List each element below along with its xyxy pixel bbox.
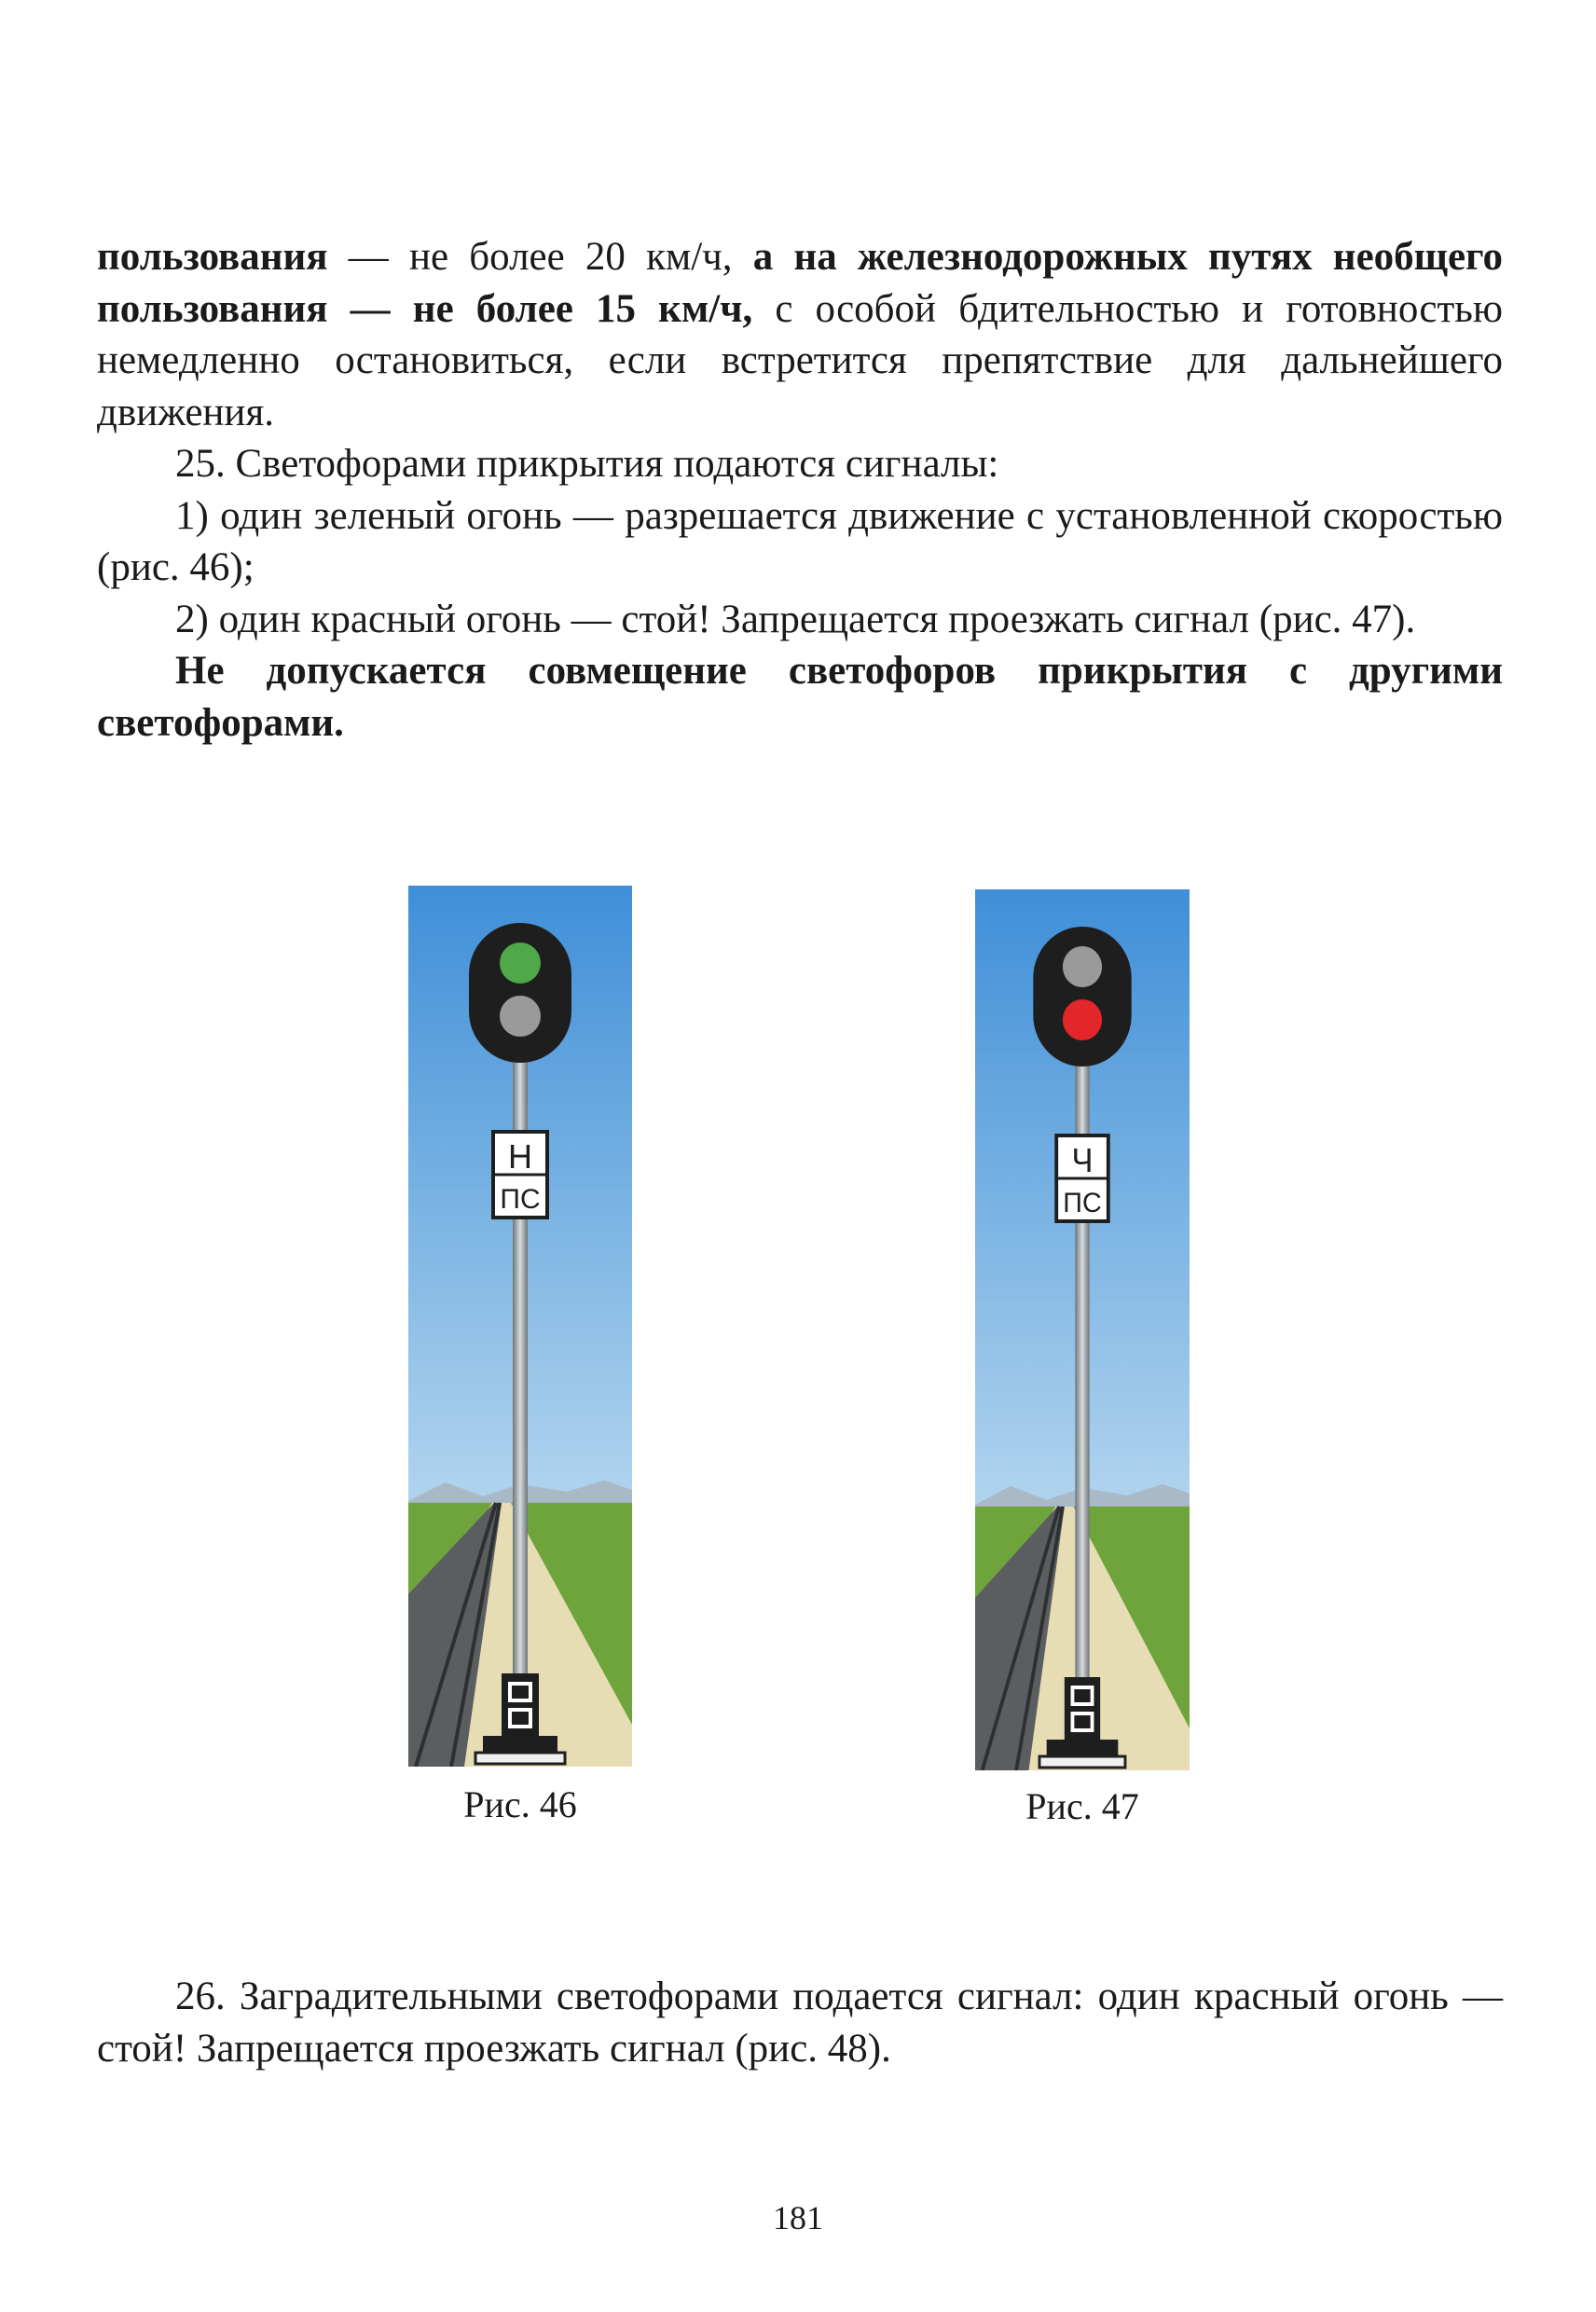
main-text [97,231,1503,749]
paragraph-26: 26. Заградительными светофорами подается сигнал: один красный огонь — стой! Запрещается проезжать сигнал (рис. 48). [97,1975,1503,2071]
paragraph-bold-rule: Не допускается совмещение светофоров прикрытия с другими светофорами. [97,649,1503,745]
signal-illustration-47 [975,889,1190,1770]
sign-letter-top: Н [508,1137,532,1176]
signal-foundation [1039,1756,1125,1768]
figure-46-illustration [408,886,632,1767]
bottom-lamp [500,996,541,1037]
figure-47-illustration [975,889,1190,1770]
signal-illustration-46 [408,886,632,1767]
top-lamp [1063,946,1102,987]
bottom-lamp [1063,999,1102,1040]
top-lamp [500,943,541,984]
text-normal-1: — не более 20 км/ч, [327,235,753,279]
text-bold-1: пользования [97,235,328,279]
paragraph-speed-limits [97,231,1503,438]
sign-letter-bottom: ПС [500,1184,541,1215]
text-bold-2: а на железнодорожных путях необщего пользования — не более 15 км/ч, [97,235,1503,331]
paragraph-red-signal: 2) один красный огонь — стой! Запрещается проезжать сигнал (рис. 47). [175,597,1416,641]
figure-46-caption: Рис. 46 [463,1783,577,1825]
sign-letter-bottom: ПС [1063,1187,1102,1219]
paragraph-green-signal: 1) один зеленый огонь — разрешается движение с установленной скоростью (рис. 46); [97,493,1503,589]
secondary-text [97,1971,1503,2074]
paragraph-25: 25. Светофорами прикрытия подаются сигналы: [175,442,999,486]
sign-letter-top: Ч [1071,1142,1094,1180]
page-number: 181 [773,2199,823,2236]
text-normal-2: с особой бдительностью и готовностью немедленно остановиться, если встретится препятствие для дальнейшего движения. [97,286,1503,434]
figure-47-caption: Рис. 47 [1025,1785,1139,1827]
signal-foundation [475,1753,565,1764]
